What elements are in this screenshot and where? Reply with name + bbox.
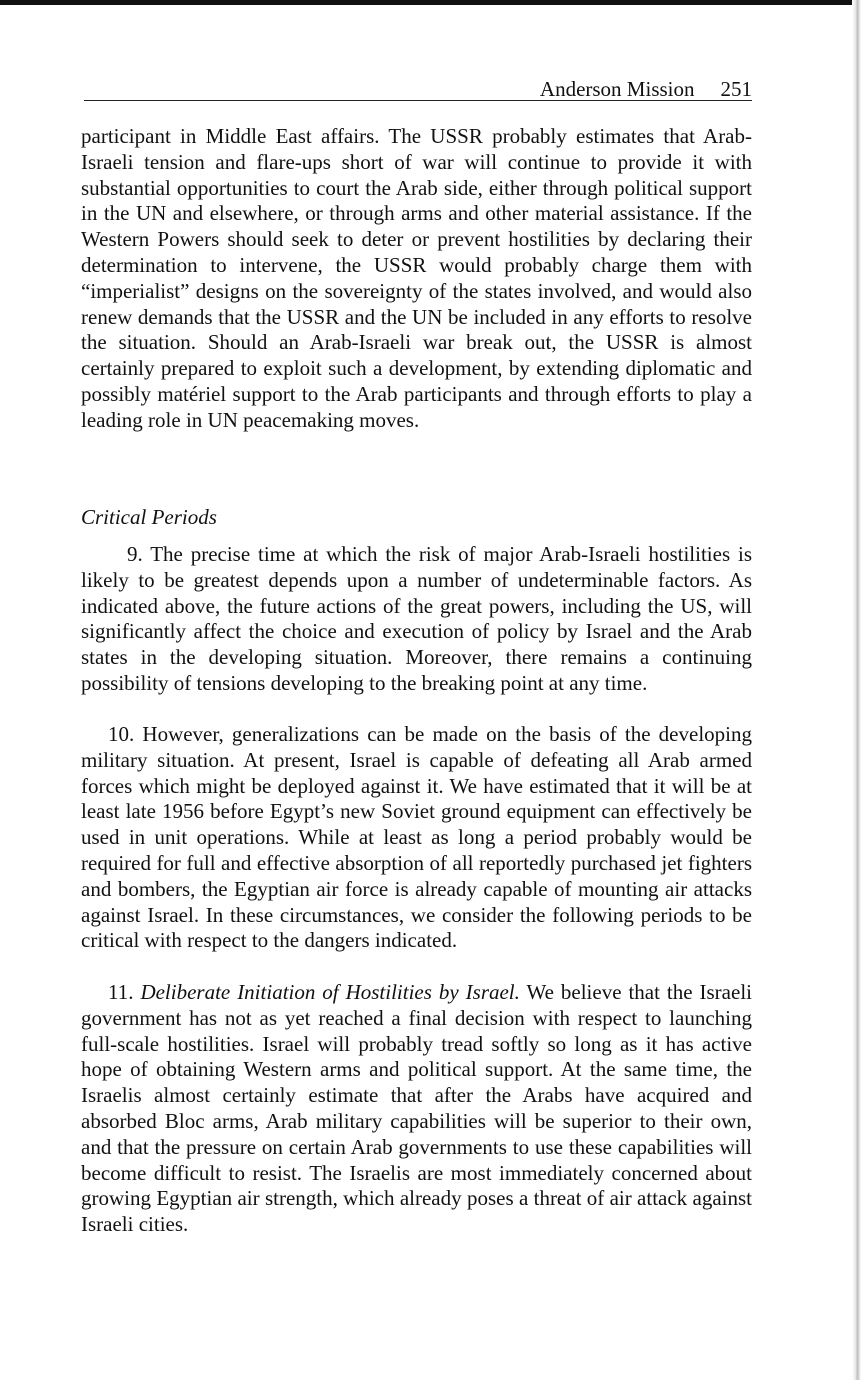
page-edge-shadow	[852, 0, 861, 1380]
paragraph-11-number: 11.	[108, 980, 134, 1004]
running-title: Anderson Mission	[539, 77, 695, 101]
page-number: 251	[720, 77, 752, 101]
paragraph-10: 10. However, generalizations can be made on the basis of the developing military situation. At present, Israel is capable of defeating all Arab armed forces which might be deployed against it. We have estimated that it will be at least late 1956 before Egypt’s new Soviet ground equipment can effectively be used in unit operations. While at least as long a period probably would be required for full and effective absorption of all reportedly purchased jet fighters and bombers, the Egyptian air force is already capable of mounting air attacks against Israel. In these circumstances, we consider the following periods to be critical with respect to the dangers indicated.	[81, 722, 752, 953]
running-header	[84, 78, 752, 101]
top-border-rule	[0, 0, 861, 5]
paragraph-11-italic-lead: Deliberate Initiation of Hostilities by Israel.	[140, 980, 520, 1004]
paragraph-9: 9. The precise time at which the risk of major Arab-Israeli hostilities is likely to be greatest depends upon a number of undeterminable factors. As indicated above, the future actions of the great powers, including the US, will significantly affect the choice and execution of policy by Israel and the Arab states in the developing situation. Moreover, there remains a continuing possibility of tensions developing to the breaking point at any time.	[81, 542, 752, 695]
paragraph-11	[81, 980, 752, 1238]
section-heading: Critical Periods	[81, 505, 217, 529]
paragraph-continued: participant in Middle East affairs. The USSR probably estimates that Arab-Israeli tension and flare-ups short of war will continue to provide it with substantial opportunities to court the Arab side, either through political support in the UN and elsewhere, or through arms and other material assistance. If the Western Powers should seek to deter or prevent hostilities by declaring their determination to intervene, the USSR would probably charge them with “imperialist” designs on the sovereignty of the states involved, and would also renew demands that the USSR and the UN be included in any efforts to resolve the situation. Should an Arab-Israeli war break out, the USSR is almost certainly prepared to exploit such a development, by extending diplomatic and possibly matériel support to the Arab participants and through efforts to play a leading role in UN peacemaking moves.	[81, 124, 752, 432]
paragraph-11-text: We believe that the Israeli government has not as yet reached a final decision with respect to launching full-scale hostilities. Israel will probably tread softly so long as it has active hope of obtaining Western arms and political support. At the same time, the Israelis almost certainly estimate that after the Arabs have acquired and absorbed Bloc arms, Arab military capabilities will be superior to their own, and that the pressure on certain Arab governments to use these capabilities will become difficult to resist. The Israelis are most immediately concerned about growing Egyptian air strength, which already poses a threat of air attack against Israeli cities.	[81, 980, 752, 1237]
